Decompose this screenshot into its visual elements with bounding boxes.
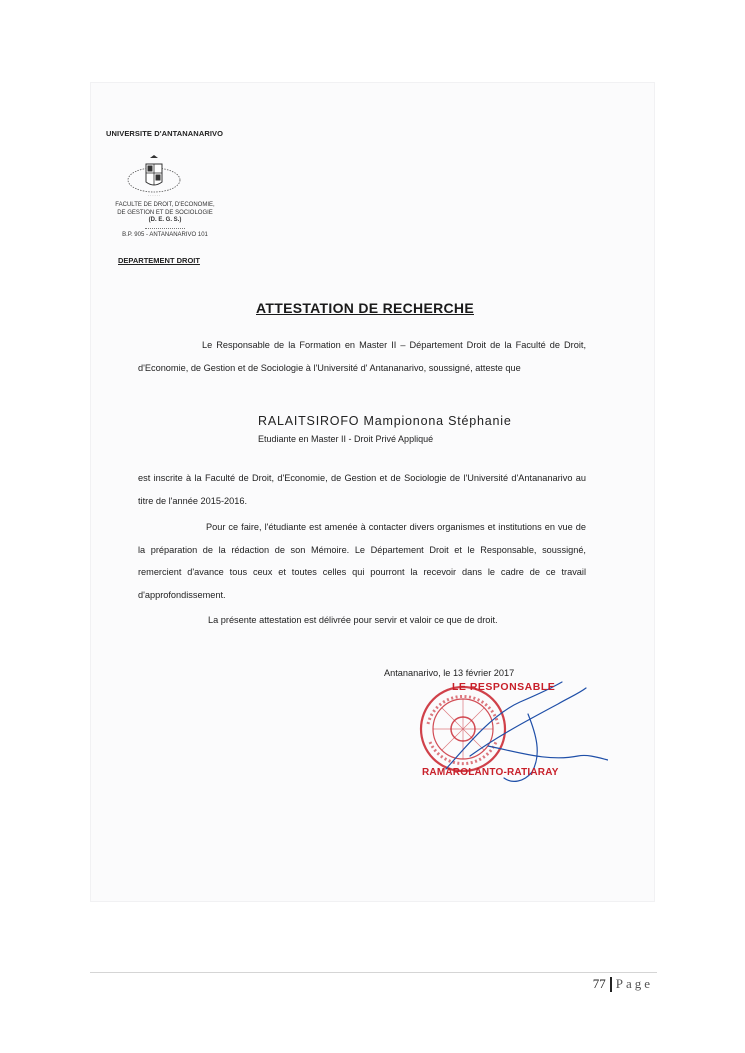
student-name: RALAITSIROFO Mampionona Stéphanie [258, 414, 512, 428]
page-footer [593, 976, 653, 992]
intro-paragraph: Le Responsable de la Formation en Master II – Département Droit de la Faculté de Droit, d'Economie, de Gestion et de Sociologie à l'Université d' Antananarivo, soussigné, atteste que [138, 340, 586, 373]
footer-divider [90, 972, 657, 973]
attestation-title: ATTESTATION DE RECHERCHE [256, 300, 474, 316]
faculty-name-line1: FACULTE DE DROIT, D'ECONOMIE, [115, 202, 215, 208]
faculty-name-line2: DE GESTION ET DE SOCIOLOGIE [117, 209, 213, 216]
faculty-acronym: (D. E. G. S.) [148, 217, 182, 223]
university-name: UNIVERSITE D'ANTANANARIVO [106, 129, 224, 138]
postal-address: B.P. 905 - ANTANANARIVO 101 [122, 231, 208, 238]
enrollment-paragraph: est inscrite à la Faculté de Droit, d'Economie, de Gestion et de Sociologie de l'Université d'Antananarivo au titre de l'année 2015-2016. [138, 473, 586, 506]
letterhead-divider [145, 228, 185, 229]
place-and-date: Antananarivo, le 13 février 2017 [384, 668, 515, 678]
page-label: Page [615, 976, 653, 991]
page-number: 77 [592, 976, 606, 991]
signatory-name: RAMAROLANTO-RATIARAY [422, 767, 559, 778]
signatory-title: LE RESPONSABLE [452, 681, 556, 693]
footer-separator [610, 977, 612, 992]
purpose-paragraph: Pour ce faire, l'étudiante est amenée à contacter divers organismes et institutions en vue de la préparation de la rédaction de son Mémoire. Le Département Droit et le Responsable, soussigné, remercient d'avance tous ceux et toutes celles qui pourront la recevoir dans le cadre de ce travail d'approfondissement. [138, 522, 586, 600]
scanned-document [90, 82, 655, 902]
student-status: Etudiante en Master II - Droit Privé Appliqué [258, 434, 434, 444]
faculty-block [106, 202, 224, 239]
department-name: DEPARTEMENT DROIT [118, 256, 200, 265]
closing-statement: La présente attestation est délivrée pour servir et valoir ce que de droit. [208, 615, 498, 625]
faculty-logo-icon [124, 154, 184, 200]
svg-text:· · · · · ·: · · · · · · [148, 194, 160, 198]
